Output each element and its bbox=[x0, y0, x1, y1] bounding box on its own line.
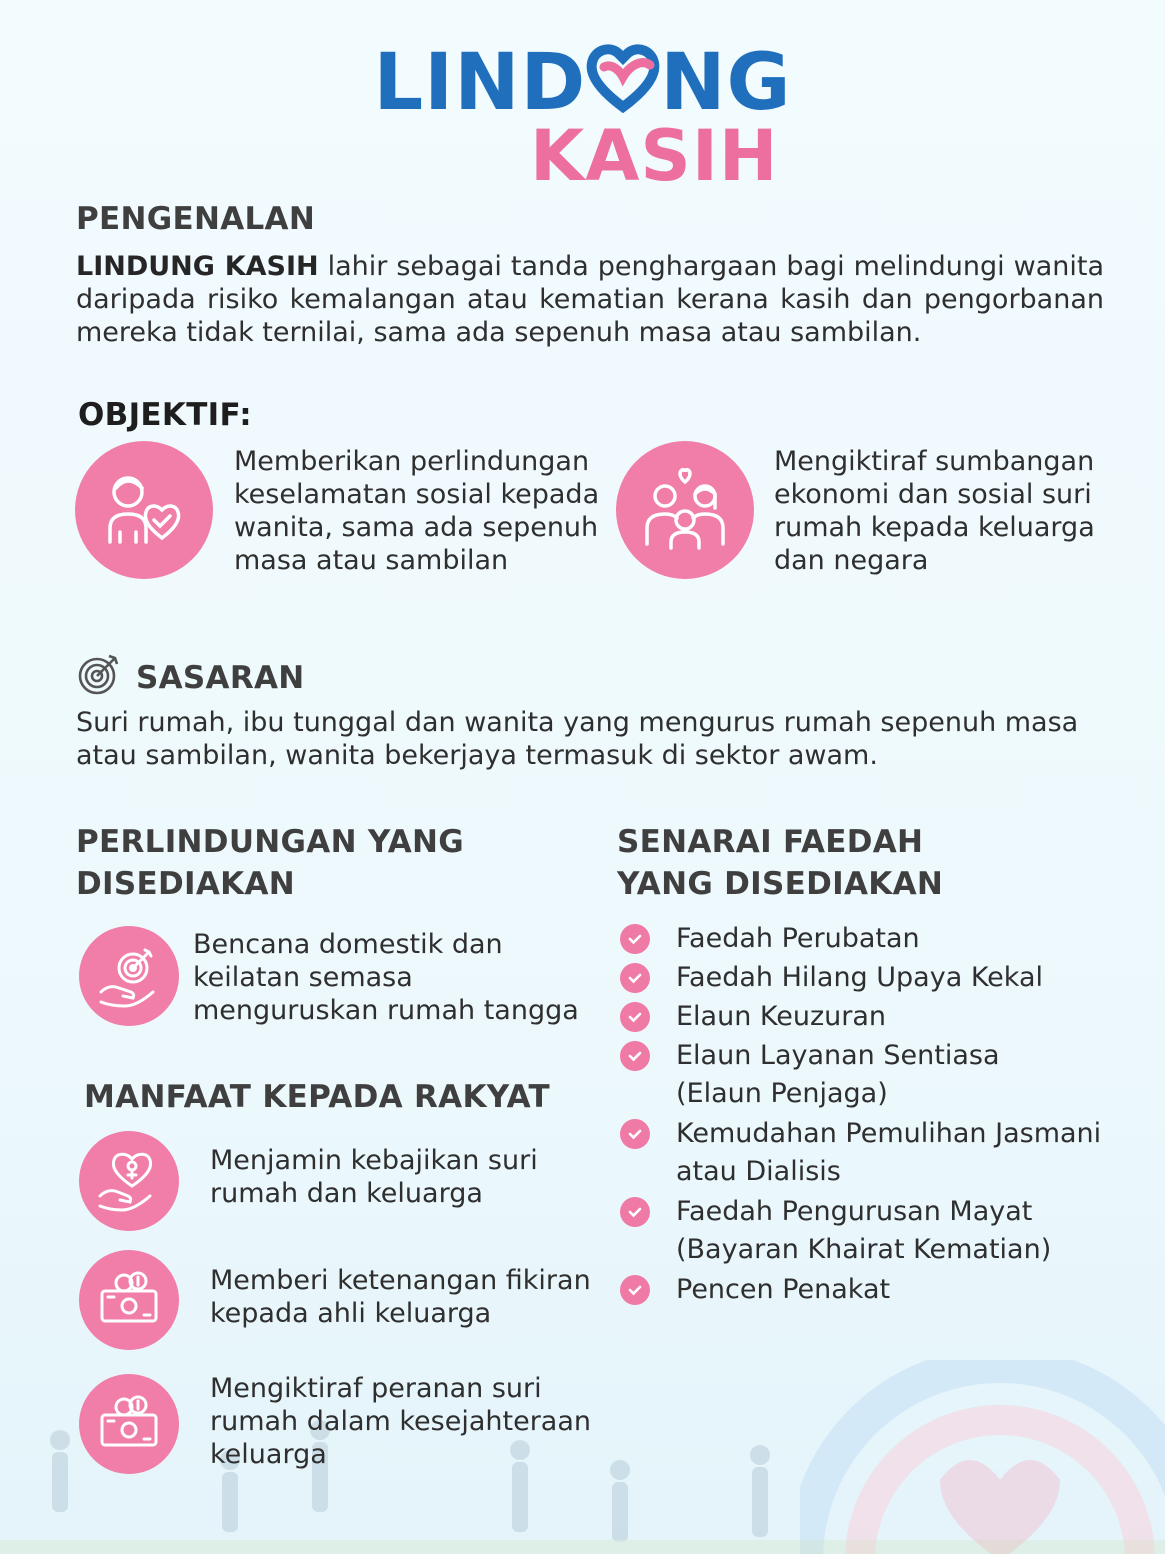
section-title-manfaat: MANFAAT KEPADA RAKYAT bbox=[84, 1079, 550, 1115]
benefit-label: Kemudahan Pemulihan Jasmani bbox=[676, 1118, 1102, 1149]
manfaat-icon-1 bbox=[79, 1131, 179, 1231]
intro-brand: LINDUNG KASIH bbox=[76, 251, 319, 282]
section-title-perlindungan bbox=[76, 821, 464, 905]
check-icon bbox=[620, 1002, 650, 1032]
manfaat-text-1-content: Menjamin kebajikan suri rumah dan keluarga bbox=[210, 1145, 538, 1209]
benefit-label: Elaun Layanan Sentiasa bbox=[676, 1040, 1000, 1071]
check-icon bbox=[620, 1197, 650, 1227]
faedah-title-line1: SENARAI FAEDAH bbox=[617, 824, 924, 860]
check-icon bbox=[620, 924, 650, 954]
faedah-title-line2: YANG DISEDIAKAN bbox=[617, 866, 944, 902]
perlindungan-icon bbox=[79, 926, 179, 1026]
section-title-faedah bbox=[617, 821, 943, 905]
benefit-sublabel: (Bayaran Khairat Kematian) bbox=[676, 1234, 1052, 1265]
money-icon bbox=[94, 1389, 164, 1459]
section-title-objektif: OBJEKTIF: bbox=[78, 397, 252, 433]
manfaat-text-3: Mengiktiraf peranan suri rumah dalam kesejahteraan keluarga bbox=[210, 1373, 591, 1470]
list-item bbox=[620, 1271, 1140, 1310]
objective-text-2: Mengiktiraf sumbangan ekonomi dan sosial suri rumah kepada keluarga dan negara bbox=[774, 446, 1095, 576]
manfaat-icon-3 bbox=[79, 1374, 179, 1474]
intro-text: lahir sebagai tanda penghargaan bagi melindungi wanita daripada risiko kemalangan atau kematian kerana kasih dan pengorbanan mereka tidak ternilai, sama ada sepenuh masa atau sambilan. bbox=[76, 251, 1105, 348]
sasaran-text: Suri rumah, ibu tunggal dan wanita yang mengurus rumah sepenuh masa atau sambilan, wanita bekerjaya termasuk di sektor awam. bbox=[76, 707, 1079, 771]
list-item bbox=[620, 1115, 1140, 1193]
list-item bbox=[620, 920, 1140, 959]
hand-heart-icon bbox=[94, 1146, 164, 1216]
target-icon bbox=[77, 652, 121, 696]
benefit-label: Faedah Pengurusan Mayat bbox=[676, 1196, 1033, 1227]
manfaat-icon-2 bbox=[79, 1250, 179, 1350]
objective-text-1: Memberikan perlindungan keselamatan sosial kepada wanita, sama ada sepenuh masa atau sambilan bbox=[234, 446, 600, 576]
logo-lindung: LIND NG bbox=[373, 38, 792, 128]
list-item bbox=[620, 959, 1140, 998]
check-icon bbox=[620, 963, 650, 993]
intro-paragraph bbox=[76, 250, 1104, 349]
perlindungan-title-line1: PERLINDUNGAN YANG bbox=[76, 824, 464, 860]
benefit-label: Faedah Hilang Upaya Kekal bbox=[676, 962, 1044, 993]
family-icon bbox=[635, 460, 735, 560]
objective-icon-2 bbox=[616, 441, 754, 579]
hand-target-icon bbox=[93, 940, 165, 1012]
section-title-pengenalan: PENGENALAN bbox=[76, 201, 316, 237]
objective-icon-1 bbox=[75, 441, 213, 579]
manfaat-text-2: Memberi ketenangan fikiran kepada ahli keluarga bbox=[210, 1265, 591, 1329]
logo-kasih: KASIH bbox=[530, 115, 779, 197]
benefit-label: Elaun Keuzuran bbox=[676, 1001, 887, 1032]
benefit-label: Faedah Perubatan bbox=[676, 923, 920, 954]
benefit-sublabel: atau Dialisis bbox=[676, 1156, 841, 1187]
check-icon bbox=[620, 1041, 650, 1071]
faedah-list bbox=[620, 920, 1140, 1310]
list-item bbox=[620, 998, 1140, 1037]
perlindungan-text: Bencana domestik dan keilatan semasa menguruskan rumah tangga bbox=[193, 929, 579, 1026]
benefit-label: Pencen Penakat bbox=[676, 1274, 891, 1305]
woman-heart-icon bbox=[96, 462, 192, 558]
check-icon bbox=[620, 1275, 650, 1305]
money-icon bbox=[94, 1265, 164, 1335]
check-icon bbox=[620, 1119, 650, 1149]
list-item bbox=[620, 1193, 1140, 1271]
list-item bbox=[620, 1037, 1140, 1115]
perlindungan-title-line2: DISEDIAKAN bbox=[76, 866, 295, 902]
benefit-sublabel: (Elaun Penjaga) bbox=[676, 1078, 888, 1109]
section-title-sasaran: SASARAN bbox=[136, 660, 305, 696]
manfaat-text-1 bbox=[210, 1144, 600, 1210]
heart-check-icon bbox=[586, 43, 660, 113]
